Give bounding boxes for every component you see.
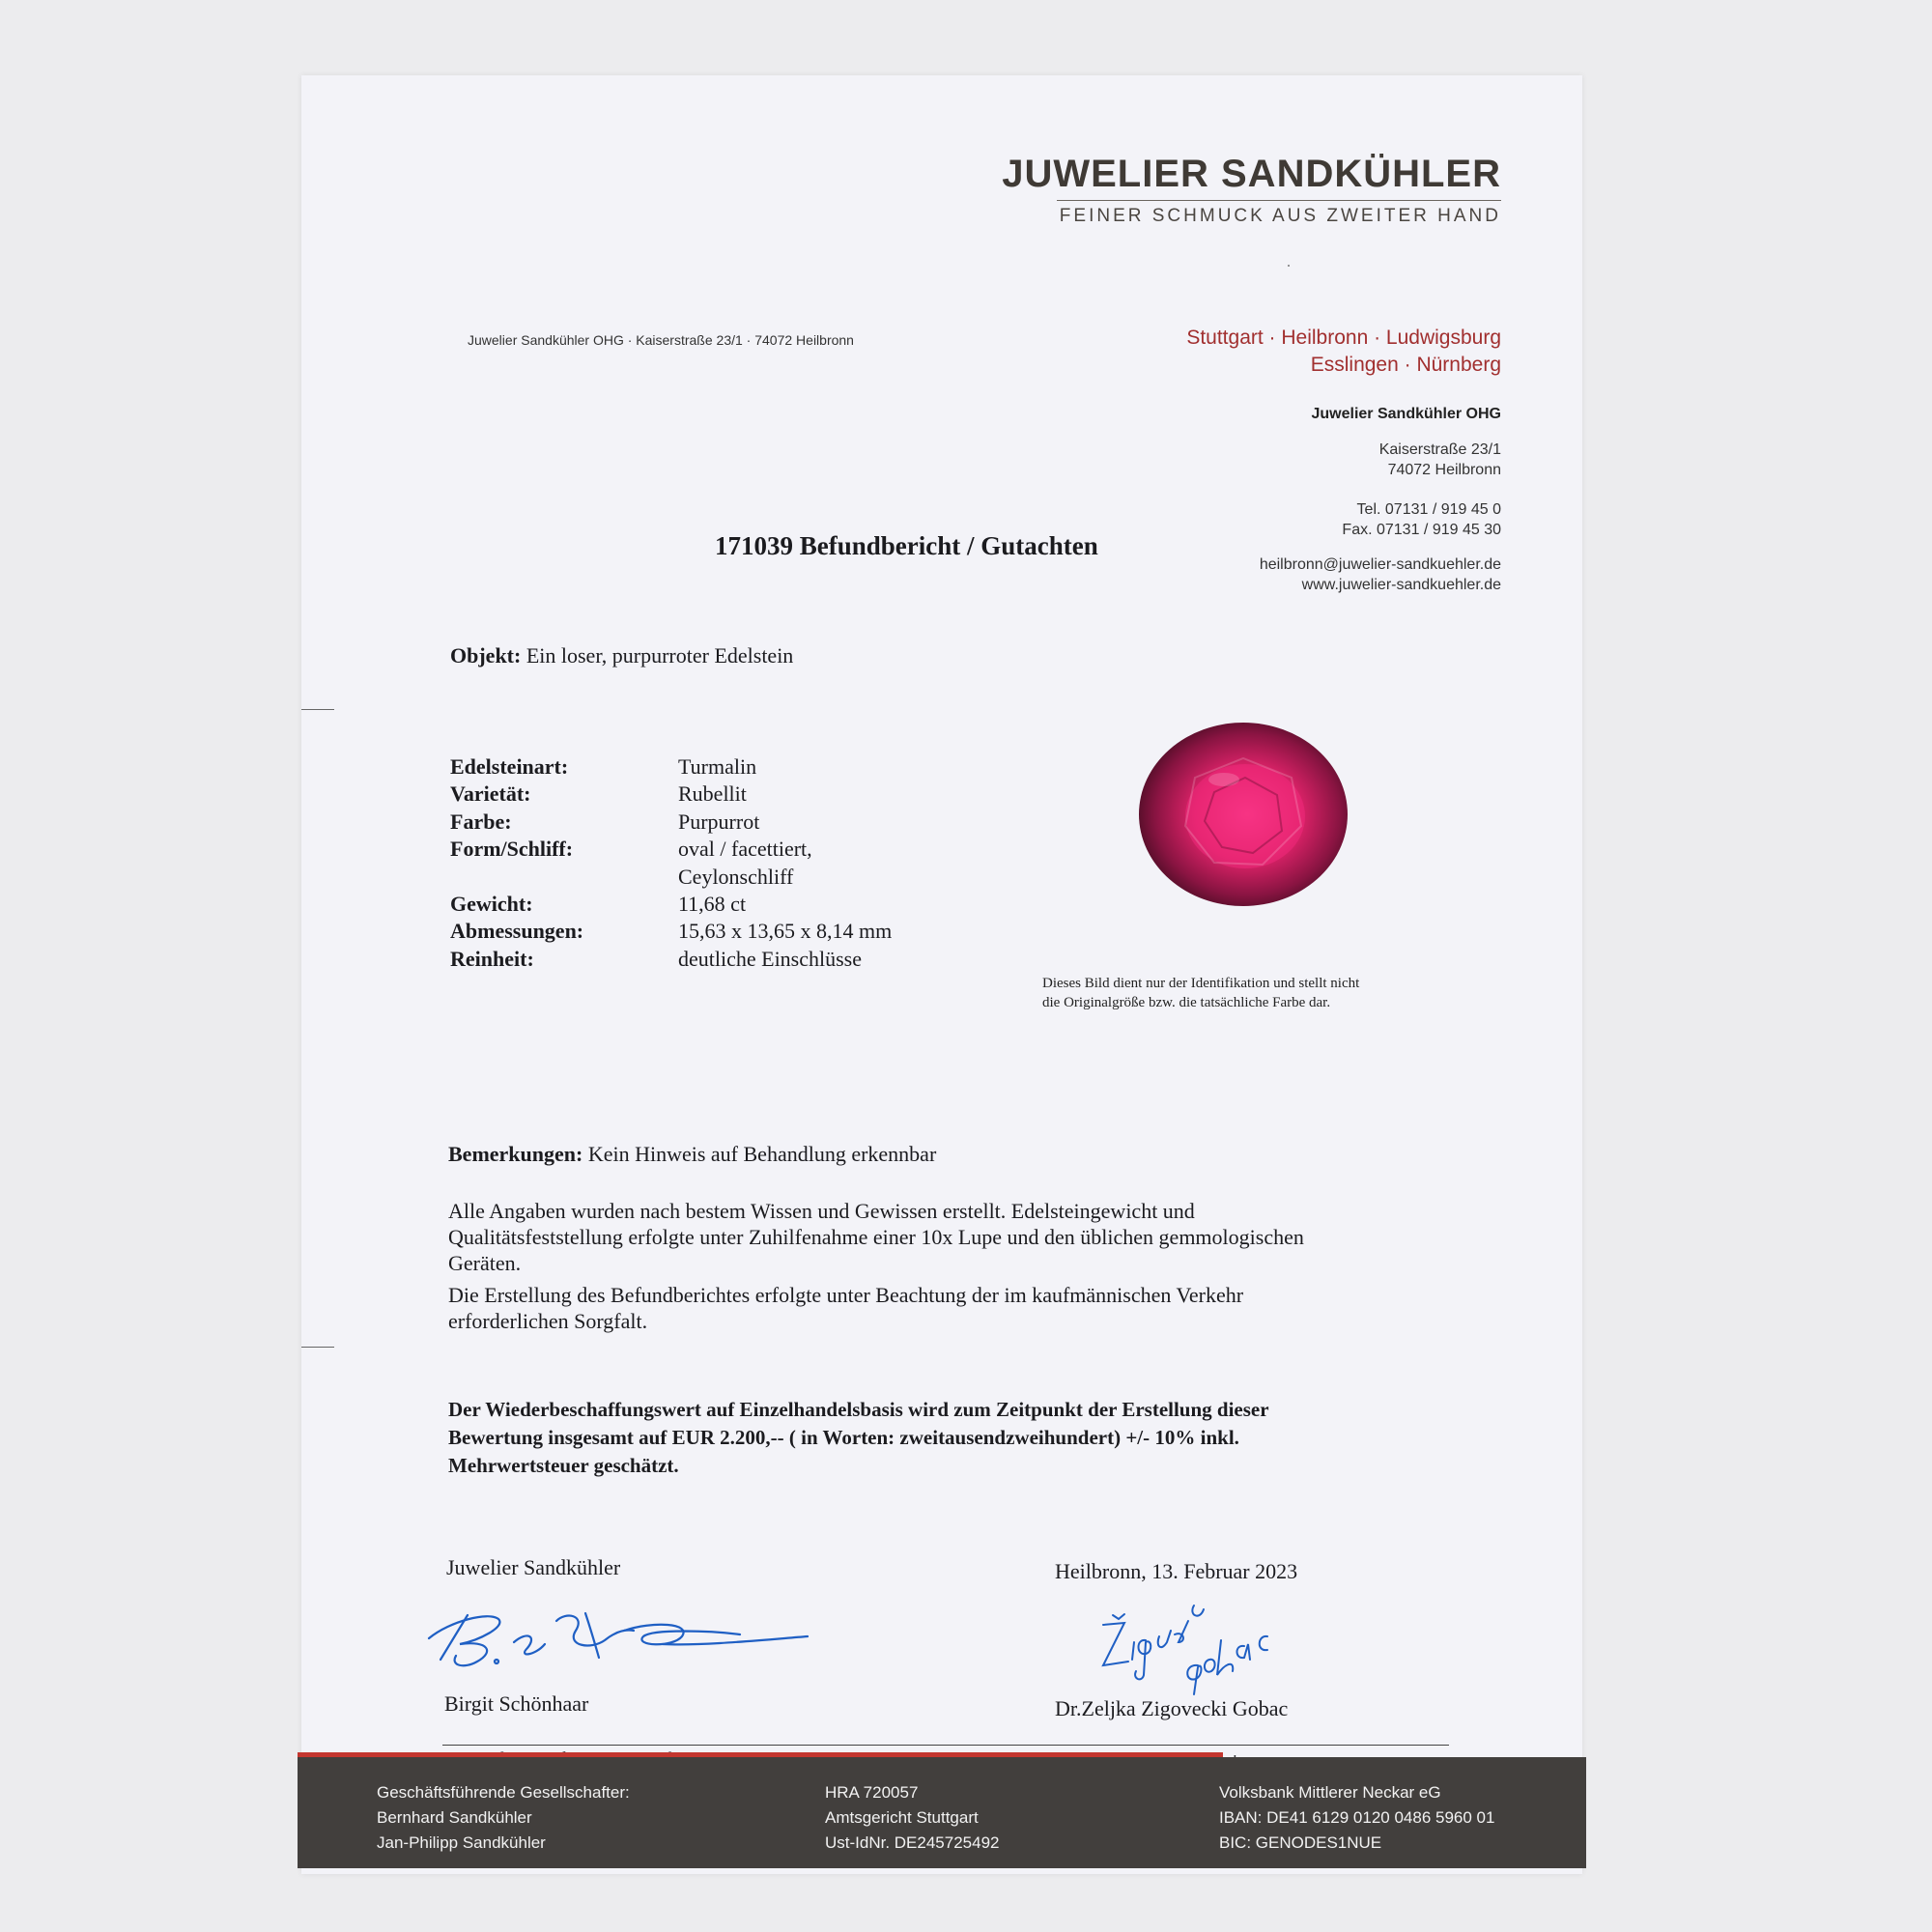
footer-text: IBAN: DE41 6129 0120 0486 5960 01 (1219, 1808, 1495, 1827)
footer-text: Volksbank Mittlerer Neckar eG (1219, 1783, 1441, 1802)
property-row (450, 809, 968, 836)
footer-bar (298, 1757, 1586, 1868)
signature-rule (442, 1745, 1449, 1746)
signature-left-icon (421, 1602, 827, 1679)
email-link[interactable]: heilbronn@juwelier-sandkuehler.de (1259, 556, 1501, 573)
property-key (450, 864, 678, 891)
signature-right-icon (1074, 1582, 1287, 1698)
property-key: Reinheit: (450, 946, 534, 971)
address-street: Kaiserstraße 23/1 (1378, 441, 1501, 458)
property-value: Purpurrot (678, 809, 760, 834)
property-value: 15,63 x 13,65 x 8,14 mm (678, 919, 893, 944)
footer-text: Amtsgericht Stuttgart (825, 1808, 979, 1827)
company-online (1260, 554, 1501, 595)
object-value: Ein loser, purpurroter Edelstein (526, 643, 794, 668)
property-key: Gewicht: (450, 892, 533, 917)
fold-mark-top (301, 709, 334, 710)
signatory-name-right: Dr.Zeljka Zigovecki Gobac (1055, 1696, 1289, 1720)
brand-divider (1057, 200, 1501, 201)
disclaimer-line: Geräten. (448, 1251, 522, 1275)
footer-text: BIC: GENODES1NUE (1219, 1833, 1382, 1852)
property-key: Varietät: (450, 781, 531, 807)
footer-bank (1219, 1780, 1494, 1856)
remarks-line (448, 1142, 936, 1167)
footer-text: Ust-IdNr. DE245725492 (825, 1833, 1000, 1852)
brand-title: JUWELIER SANDKÜHLER (1002, 153, 1501, 195)
property-value: 11,68 ct (678, 892, 747, 917)
gemstone-photo (1137, 720, 1350, 909)
valuation-line: Bewertung insgesamt auf EUR 2.200,-- ( in Worten: zweitausendzweihundert) +/- 10% inkl. (448, 1426, 1239, 1449)
property-value: deutliche Einschlüsse (678, 946, 863, 971)
property-row (450, 918, 968, 945)
footer-text: Geschäftsführende Gesellschafter: (377, 1783, 630, 1802)
phone-number: Tel. 07131 / 919 45 0 (1356, 501, 1501, 518)
footer-text: HRA 720057 (825, 1783, 919, 1802)
sender-line: Juwelier Sandkühler OHG · Kaiserstraße 23/1 · 74072 Heilbronn (468, 332, 854, 348)
remarks-label: Bemerkungen: (448, 1142, 583, 1166)
gem-properties (450, 753, 968, 973)
cities-line-1: Stuttgart · Heilbronn · Ludwigsburg (1186, 327, 1501, 349)
property-value: Turmalin (678, 754, 757, 779)
footer-text: Jan-Philipp Sandkühler (377, 1833, 546, 1852)
disclaimer-line: Qualitätsfeststellung erfolgte unter Zuhilfenahme einer 10x Lupe und den üblichen gemmologischen (448, 1225, 1304, 1249)
property-value: Ceylonschliff (678, 864, 794, 889)
object-label: Objekt: (450, 643, 522, 668)
company-name: Juwelier Sandkühler OHG (1311, 406, 1501, 422)
property-row (450, 891, 968, 918)
diligence-line: Die Erstellung des Befundberichtes erfolgte unter Beachtung der im kaufmännischen Verkehr (448, 1283, 1244, 1307)
property-key: Edelsteinart: (450, 754, 569, 779)
disclaimer-line: Alle Angaben wurden nach bestem Wissen und Gewissen erstellt. Edelsteingewicht und (448, 1199, 1195, 1223)
fax-number: Fax. 07131 / 919 45 30 (1342, 522, 1501, 538)
remarks-value: Kein Hinweis auf Behandlung erkennbar (587, 1142, 937, 1166)
valuation-line: Mehrwertsteuer geschätzt. (448, 1454, 679, 1477)
footer-partners (377, 1780, 630, 1856)
disclaimer-paragraph (448, 1198, 1424, 1276)
caption-line-1: Dieses Bild dient nur der Identifikation und stellt nicht (1042, 976, 1360, 991)
gemstone-icon (1137, 720, 1350, 909)
brand-tagline: FEINER SCHMUCK AUS ZWEITER HAND (1059, 206, 1501, 226)
company-phone (1342, 499, 1501, 540)
property-value: oval / facettiert, (678, 837, 812, 862)
valuation-line: Der Wiederbeschaffungswert auf Einzelhandelsbasis wird zum Zeitpunkt der Erstellung dieser (448, 1398, 1269, 1421)
object-line (450, 643, 793, 668)
branch-cities (1186, 325, 1501, 379)
property-value: Rubellit (678, 781, 747, 807)
website-link[interactable]: www.juwelier-sandkuehler.de (1301, 577, 1501, 593)
valuation-statement (448, 1396, 1414, 1480)
fold-mark-bottom (301, 1347, 334, 1348)
place-and-date: Heilbronn, 13. Februar 2023 (1055, 1559, 1298, 1583)
cities-line-2: Esslingen · Nürnberg (1310, 354, 1501, 376)
property-key: Form/Schliff: (450, 837, 574, 862)
signatory-name-left: Birgit Schönhaar (444, 1691, 589, 1716)
diligence-line: erforderlichen Sorgfalt. (448, 1309, 648, 1333)
property-key: Farbe: (450, 809, 512, 834)
caption-line-2: die Originalgröße bzw. die tatsächliche Farbe dar. (1042, 995, 1331, 1010)
image-caption (1042, 974, 1359, 1012)
property-row (450, 781, 968, 808)
property-row (450, 946, 968, 973)
company-address (1379, 440, 1501, 480)
diligence-paragraph (448, 1282, 1424, 1334)
decorative-dot (1288, 265, 1290, 267)
address-city: 74072 Heilbronn (1387, 462, 1501, 478)
certificate-page (301, 75, 1582, 1874)
property-row (450, 753, 968, 781)
footer-registry (825, 1780, 1000, 1856)
property-row (450, 836, 968, 863)
document-title: 171039 Befundbericht / Gutachten (715, 531, 1098, 560)
property-row (450, 864, 968, 891)
property-key: Abmessungen: (450, 919, 584, 944)
footer-text: Bernhard Sandkühler (377, 1808, 532, 1827)
signatory-company: Juwelier Sandkühler (446, 1555, 621, 1579)
